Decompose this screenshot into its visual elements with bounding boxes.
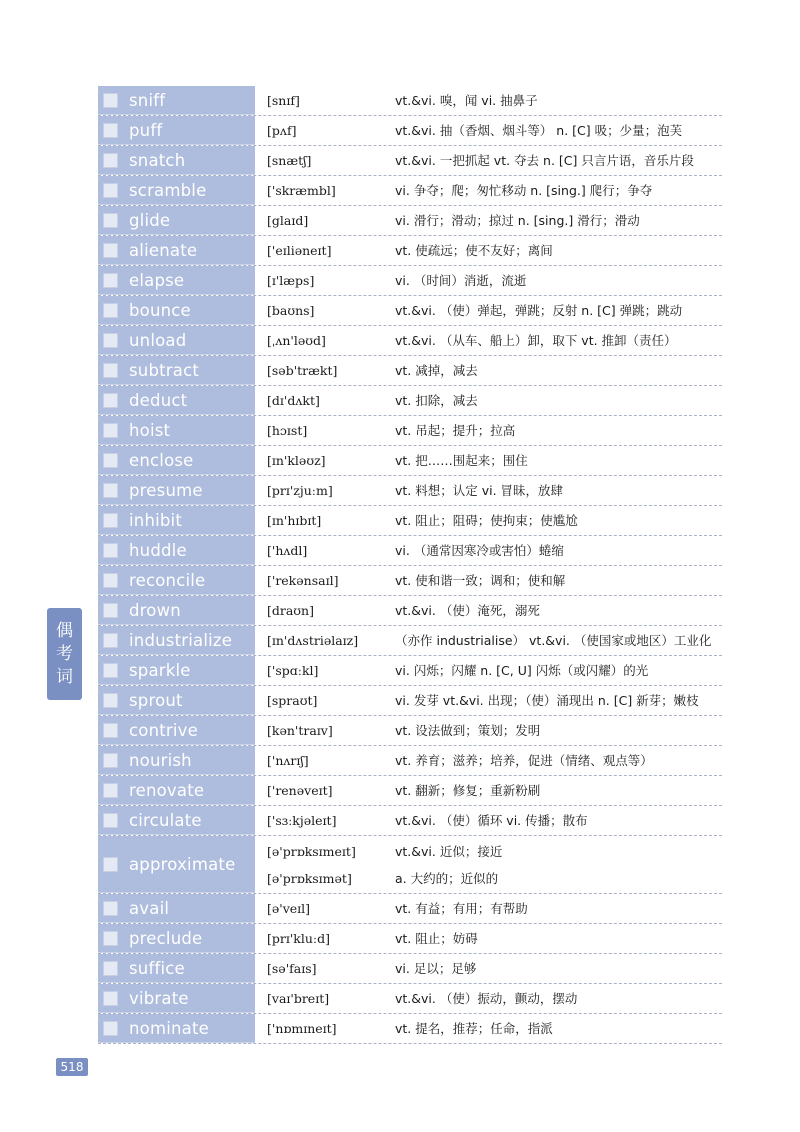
phonetic: [ə'prɒksɪmət] xyxy=(267,870,352,886)
checkbox[interactable] xyxy=(103,453,118,468)
phonetic: [draʊn] xyxy=(267,603,314,618)
word: huddle xyxy=(129,540,187,560)
checkbox[interactable] xyxy=(103,693,118,708)
checkbox[interactable] xyxy=(103,753,118,768)
word: deduct xyxy=(129,390,188,410)
word: suffice xyxy=(129,958,185,978)
definition-column xyxy=(395,954,722,983)
checkbox[interactable] xyxy=(103,243,118,258)
vocab-row xyxy=(98,386,722,416)
checkbox[interactable] xyxy=(103,633,118,648)
word: inhibit xyxy=(129,510,183,530)
vocab-row xyxy=(98,116,722,146)
word-cell xyxy=(98,596,255,625)
definition: vt. 扣除，减去 xyxy=(395,393,478,408)
definition-column xyxy=(395,476,722,505)
definition: a. 大约的；近似的 xyxy=(395,870,499,886)
word-cell xyxy=(98,266,255,295)
checkbox[interactable] xyxy=(103,931,118,946)
word: industrialize xyxy=(129,630,233,650)
section-tab-char: 词 xyxy=(56,667,73,687)
word-cell xyxy=(98,146,255,175)
word-cell xyxy=(98,536,255,565)
phonetic-column xyxy=(255,146,395,175)
vocab-row xyxy=(98,536,722,566)
definition: vi. 闪烁；闪耀 n. [C, U] 闪烁（或闪耀）的光 xyxy=(395,663,649,678)
definition-column xyxy=(395,1014,722,1043)
word-cell xyxy=(98,476,255,505)
definition-column xyxy=(395,386,722,415)
checkbox[interactable] xyxy=(103,483,118,498)
phonetic: ['rekənsaɪl] xyxy=(267,573,339,588)
checkbox[interactable] xyxy=(103,303,118,318)
definition-column xyxy=(395,686,722,715)
word: puff xyxy=(129,120,163,140)
phonetic-column xyxy=(255,924,395,953)
phonetic: [pʌf] xyxy=(267,123,297,138)
phonetic: [vaɪ'breɪt] xyxy=(267,991,330,1006)
phonetic-column xyxy=(255,716,395,745)
word-cell xyxy=(98,656,255,685)
phonetic-column xyxy=(255,176,395,205)
word: alienate xyxy=(129,240,198,260)
definition: vt. 阻止；阻碍；使拘束；使尴尬 xyxy=(395,513,578,528)
phonetic: ['skræmbl] xyxy=(267,183,336,198)
phonetic: [hɔɪst] xyxy=(267,423,308,438)
word-cell xyxy=(98,446,255,475)
phonetic-column xyxy=(255,296,395,325)
checkbox[interactable] xyxy=(103,93,118,108)
vocab-row xyxy=(98,954,722,984)
phonetic: [baʊns] xyxy=(267,303,315,318)
checkbox[interactable] xyxy=(103,363,118,378)
definition-column xyxy=(395,446,722,475)
definition-column xyxy=(395,656,722,685)
checkbox[interactable] xyxy=(103,153,118,168)
word: subtract xyxy=(129,360,200,380)
checkbox[interactable] xyxy=(103,813,118,828)
vocab-row xyxy=(98,806,722,836)
vocab-row xyxy=(98,206,722,236)
vocab-row xyxy=(98,894,722,924)
word-cell xyxy=(98,326,255,355)
vocab-row xyxy=(98,146,722,176)
definition: vt. 使和谐一致；调和；使和解 xyxy=(395,573,566,588)
definition-column xyxy=(395,984,722,1013)
word: elapse xyxy=(129,270,185,290)
phonetic-column xyxy=(255,566,395,595)
word-cell xyxy=(98,176,255,205)
word: scramble xyxy=(129,180,207,200)
phonetic: [prɪ'zjuːm] xyxy=(267,483,333,498)
phonetic: [dɪ'dʌkt] xyxy=(267,393,320,408)
checkbox[interactable] xyxy=(103,961,118,976)
phonetic-column xyxy=(255,686,395,715)
word-cell xyxy=(98,924,255,953)
definition: vt.&vi. （使）振动，颤动，摆动 xyxy=(395,991,578,1006)
definition-column xyxy=(395,746,722,775)
definition-column xyxy=(395,356,722,385)
definition-column xyxy=(395,566,722,595)
word: hoist xyxy=(129,420,171,440)
word: nominate xyxy=(129,1018,209,1038)
definition: vt. 翻新；修复；重新粉刷 xyxy=(395,783,541,798)
checkbox[interactable] xyxy=(103,603,118,618)
word: nourish xyxy=(129,750,192,770)
definition: vt. 设法做到；策划；发明 xyxy=(395,723,541,738)
word: snatch xyxy=(129,150,186,170)
word-cell xyxy=(98,116,255,145)
definition: vt. 吊起；提升；拉高 xyxy=(395,423,516,438)
checkbox[interactable] xyxy=(103,273,118,288)
checkbox[interactable] xyxy=(103,991,118,1006)
definition: vt. 有益；有用；有帮助 xyxy=(395,901,528,916)
phonetic: [səb'trækt] xyxy=(267,363,338,378)
definition: vi. （时间）消逝，流逝 xyxy=(395,273,527,288)
phonetic-column xyxy=(255,416,395,445)
definition-column xyxy=(395,146,722,175)
phonetic-column xyxy=(255,746,395,775)
checkbox[interactable] xyxy=(103,213,118,228)
checkbox[interactable] xyxy=(103,393,118,408)
phonetic: [spraʊt] xyxy=(267,693,318,708)
definition: vt.&vi. 一把抓起 vt. 夺去 n. [C] 只言片语，音乐片段 xyxy=(395,153,694,168)
vocab-row xyxy=(98,356,722,386)
word: unload xyxy=(129,330,187,350)
phonetic: ['sɜːkjəleɪt] xyxy=(267,813,337,828)
definition-column xyxy=(395,236,722,265)
phonetic: [snætʃ] xyxy=(267,153,312,168)
definition: vi. 足以；足够 xyxy=(395,961,477,976)
definition-column xyxy=(395,536,722,565)
vocab-row xyxy=(98,776,722,806)
checkbox[interactable] xyxy=(103,901,118,916)
definition: vt. 养育；滋养；培养，促进（情绪、观点等） xyxy=(395,753,653,768)
definition: vt.&vi. 抽（香烟、烟斗等） n. [C] 吸；少量；泡芙 xyxy=(395,123,683,138)
definition: vt.&vi. （从车、船上）卸，取下 vt. 推卸（责任） xyxy=(395,333,677,348)
word-cell xyxy=(98,566,255,595)
word: bounce xyxy=(129,300,191,320)
phonetic: [ə'prɒksɪmeɪt] xyxy=(267,843,356,859)
phonetic-column xyxy=(255,836,395,893)
definition: vt. 减掉，减去 xyxy=(395,363,478,378)
definition: vt.&vi. （使）弹起，弹跳；反射 n. [C] 弹跳；跳动 xyxy=(395,303,683,318)
word-cell xyxy=(98,506,255,535)
definition-column xyxy=(395,626,722,655)
definition-column xyxy=(395,176,722,205)
definition: （亦作 industrialise） vt.&vi. （使国家或地区）工业化 xyxy=(395,633,712,648)
checkbox[interactable] xyxy=(103,573,118,588)
phonetic-column xyxy=(255,236,395,265)
phonetic-column xyxy=(255,476,395,505)
word-cell xyxy=(98,356,255,385)
phonetic: ['renəveɪt] xyxy=(267,783,333,798)
word: approximate xyxy=(129,854,236,874)
phonetic: [ɪ'læps] xyxy=(267,273,315,288)
word-cell xyxy=(98,716,255,745)
vocab-row xyxy=(98,984,722,1014)
phonetic-column xyxy=(255,806,395,835)
word: vibrate xyxy=(129,988,189,1008)
definition-column xyxy=(395,894,722,923)
checkbox[interactable] xyxy=(103,723,118,738)
phonetic-column xyxy=(255,894,395,923)
phonetic-column xyxy=(255,1014,395,1043)
phonetic-column xyxy=(255,626,395,655)
phonetic-column xyxy=(255,536,395,565)
word-cell xyxy=(98,386,255,415)
vocab-row xyxy=(98,924,722,954)
definition-column xyxy=(395,116,722,145)
vocab-row xyxy=(98,746,722,776)
checkbox[interactable] xyxy=(103,663,118,678)
word-cell xyxy=(98,236,255,265)
vocab-row xyxy=(98,656,722,686)
checkbox[interactable] xyxy=(103,183,118,198)
phonetic: ['nɒmɪneɪt] xyxy=(267,1021,337,1036)
word-cell xyxy=(98,954,255,983)
definition: vt. 料想；认定 vi. 冒昧，放肆 xyxy=(395,483,564,498)
vocab-row xyxy=(98,176,722,206)
definition-column xyxy=(395,596,722,625)
phonetic: [prɪ'kluːd] xyxy=(267,931,331,946)
definition: vi. （通常因寒冷或害怕）蜷缩 xyxy=(395,543,564,558)
phonetic: ['eɪliəneɪt] xyxy=(267,243,332,258)
word-cell xyxy=(98,416,255,445)
section-tab-char: 偶 xyxy=(56,621,73,641)
checkbox[interactable] xyxy=(103,543,118,558)
vocab-row xyxy=(98,326,722,356)
word: sparkle xyxy=(129,660,191,680)
phonetic-column xyxy=(255,984,395,1013)
phonetic: [ɪn'hɪbɪt] xyxy=(267,513,322,528)
word: contrive xyxy=(129,720,198,740)
word: drown xyxy=(129,600,181,620)
phonetic-column xyxy=(255,446,395,475)
checkbox[interactable] xyxy=(103,423,118,438)
word-cell xyxy=(98,746,255,775)
word: sprout xyxy=(129,690,183,710)
vocab-row xyxy=(98,686,722,716)
vocab-row xyxy=(98,506,722,536)
vocab-row xyxy=(98,296,722,326)
vocab-row xyxy=(98,716,722,746)
phonetic: ['hʌdl] xyxy=(267,543,308,558)
phonetic-column xyxy=(255,86,395,115)
phonetic: ['spɑːkl] xyxy=(267,663,319,678)
definition: vt.&vi. （使）淹死，溺死 xyxy=(395,603,540,618)
word: presume xyxy=(129,480,203,500)
vocab-row xyxy=(98,476,722,506)
checkbox[interactable] xyxy=(103,857,118,872)
phonetic: [ˌʌn'ləʊd] xyxy=(267,333,326,348)
word-cell xyxy=(98,984,255,1013)
definition-column xyxy=(395,806,722,835)
word-cell xyxy=(98,836,255,893)
vocab-row xyxy=(98,566,722,596)
vocab-row xyxy=(98,236,722,266)
definition: vt. 使疏远；使不友好；离间 xyxy=(395,243,553,258)
page-number: 518 xyxy=(56,1058,88,1076)
phonetic-column xyxy=(255,206,395,235)
word-cell xyxy=(98,296,255,325)
definition-column xyxy=(395,266,722,295)
definition-column xyxy=(395,924,722,953)
definition: vt.&vi. 近似；接近 xyxy=(395,843,503,859)
word-cell xyxy=(98,806,255,835)
definition-column xyxy=(395,296,722,325)
vocab-row xyxy=(98,416,722,446)
phonetic-column xyxy=(255,954,395,983)
phonetic-column xyxy=(255,266,395,295)
definition: vi. 发芽 vt.&vi. 出现；（使）涌现出 n. [C] 新芽；嫩枝 xyxy=(395,693,699,708)
word-cell xyxy=(98,206,255,235)
definition: vi. 争夺；爬；匆忙移动 n. [sing.] 爬行；争夺 xyxy=(395,183,653,198)
definition-column xyxy=(395,326,722,355)
definition-column xyxy=(395,206,722,235)
section-tab-char: 考 xyxy=(56,644,73,664)
vocabulary-table xyxy=(98,86,722,1044)
word-cell xyxy=(98,1014,255,1043)
phonetic: ['nʌrɪʃ] xyxy=(267,753,309,768)
phonetic-column xyxy=(255,326,395,355)
definition-column xyxy=(395,86,722,115)
checkbox[interactable] xyxy=(103,123,118,138)
checkbox[interactable] xyxy=(103,1021,118,1036)
checkbox[interactable] xyxy=(103,333,118,348)
phonetic-column xyxy=(255,776,395,805)
word: enclose xyxy=(129,450,194,470)
definition: vt. 把……围起来；围住 xyxy=(395,453,528,468)
phonetic-column xyxy=(255,386,395,415)
vocab-row xyxy=(98,626,722,656)
phonetic-column xyxy=(255,356,395,385)
phonetic-column xyxy=(255,656,395,685)
phonetic: [ɪn'kləʊz] xyxy=(267,453,326,468)
word: glide xyxy=(129,210,171,230)
word: avail xyxy=(129,898,170,918)
phonetic-column xyxy=(255,116,395,145)
definition-column xyxy=(395,776,722,805)
vocab-row xyxy=(98,836,722,894)
definition-column xyxy=(395,506,722,535)
phonetic-column xyxy=(255,506,395,535)
vocab-row xyxy=(98,446,722,476)
definition: vt. 阻止；妨碍 xyxy=(395,931,478,946)
word-cell xyxy=(98,776,255,805)
vocab-row xyxy=(98,86,722,116)
checkbox[interactable] xyxy=(103,783,118,798)
word-cell xyxy=(98,86,255,115)
definition-column xyxy=(395,416,722,445)
word: renovate xyxy=(129,780,205,800)
section-tab xyxy=(47,608,82,700)
phonetic: [snɪf] xyxy=(267,93,300,108)
phonetic: [ɪn'dʌstriəlaɪz] xyxy=(267,633,359,648)
word: circulate xyxy=(129,810,202,830)
definition: vt. 提名，推荐；任命，指派 xyxy=(395,1021,553,1036)
checkbox[interactable] xyxy=(103,513,118,528)
phonetic-column xyxy=(255,596,395,625)
vocab-row xyxy=(98,266,722,296)
word: preclude xyxy=(129,928,203,948)
vocab-row xyxy=(98,1014,722,1044)
word-cell xyxy=(98,894,255,923)
definition-column xyxy=(395,716,722,745)
definition: vt.&vi. 嗅，闻 vi. 抽鼻子 xyxy=(395,93,538,108)
word: sniff xyxy=(129,90,166,110)
phonetic: [kən'traɪv] xyxy=(267,723,333,738)
phonetic: [sə'faɪs] xyxy=(267,961,317,976)
vocab-row xyxy=(98,596,722,626)
word: reconcile xyxy=(129,570,206,590)
definition: vt.&vi. （使）循环 vi. 传播；散布 xyxy=(395,813,588,828)
word-cell xyxy=(98,626,255,655)
word-cell xyxy=(98,686,255,715)
phonetic: [glaɪd] xyxy=(267,213,309,228)
phonetic: [ə'veɪl] xyxy=(267,901,311,916)
definition-column xyxy=(395,836,722,893)
definition: vi. 滑行；滑动；掠过 n. [sing.] 滑行；滑动 xyxy=(395,213,640,228)
